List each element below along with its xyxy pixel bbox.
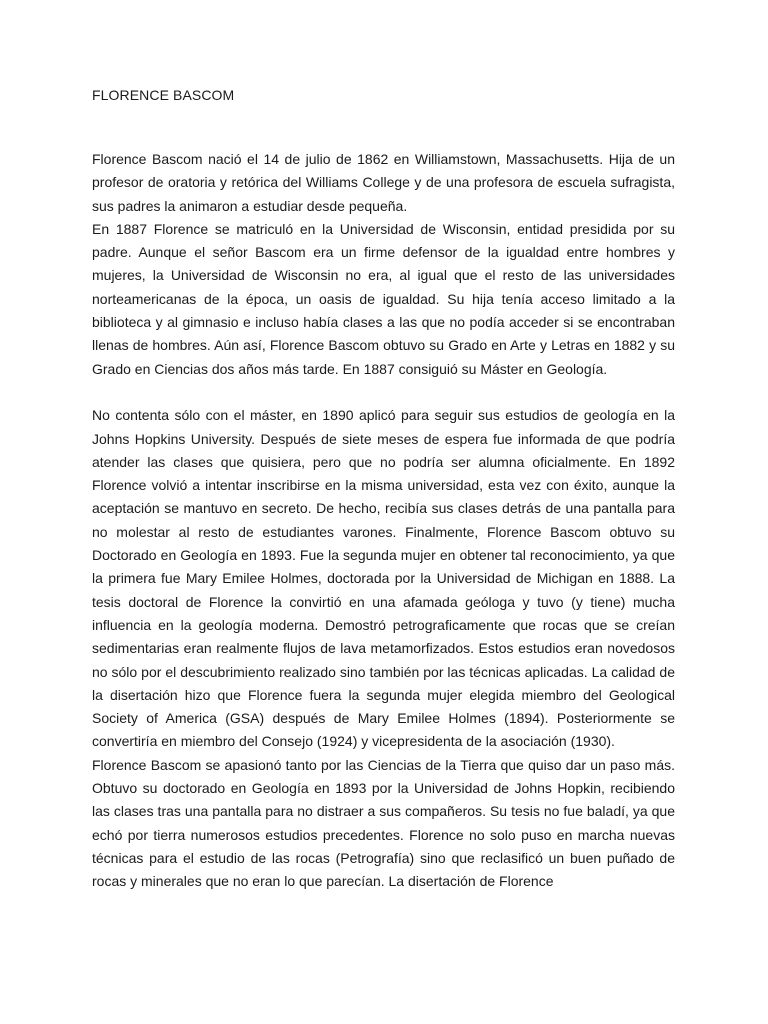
paragraph-wisconsin: En 1887 Florence se matriculó en la Universidad de Wisconsin, entidad presidida por su padre. Aunque el señor Bascom era un firme defensor de la igualdad entre hombres y mujeres, la Universidad de Wisconsin no era, al igual que el resto de las universidades norteamericanas de la época, un oasis de igualdad. Su hija tenía acceso limitado a la biblioteca y al gimnasio e incluso había clases a las que no podía acceder si se encontraban llenas de hombres. Aún así, Florence Bascom obtuvo su Grado en Arte y Letras en 1882 y su Grado en Ciencias dos años más tarde. En 1887 consiguió su Máster en Geología. <box>92 220 675 377</box>
paragraph-birth: Florence Bascom nació el 14 de julio de 1862 en Williamstown, Massachusetts. Hija de un profesor de oratoria y retórica del Williams College y de una profesora de escuela sufragista, sus padres la animaron a estudiar desde pequeña. <box>92 151 675 214</box>
document-page <box>92 86 675 894</box>
paragraph-spacer <box>92 381 675 404</box>
document-title: FLORENCE BASCOM <box>92 87 235 103</box>
paragraph-earth-sciences: Florence Bascom se apasionó tanto por las Ciencias de la Tierra que quiso dar un paso más. Obtuvo su doctorado en Geología en 1893 por la Universidad de Johns Hopkin, recibiendo las clases tras una pantalla para no distraer a sus compañeros. Su tesis no fue baladí, ya que echó por tierra numerosos estudios precedentes. Florence no solo puso en marcha nuevas técnicas para el estudio de las rocas (Petrografía) sino que reclasificó un buen puñado de rocas y minerales que no eran lo que parecían. La disertación de Florence <box>92 756 675 890</box>
paragraph-johns-hopkins: No contenta sólo con el máster, en 1890 aplicó para seguir sus estudios de geología en la Johns Hopkins University. Después de siete meses de espera fue informada de que podría atender las clases que quisiera, pero que no podría ser alumna oficialmente. En 1892 Florence volvió a intentar inscribirse en la misma universidad, esta vez con éxito, aunque la aceptación se mantuvo en secreto. De hecho, recibía sus clases detrás de una pantalla para no molestar al resto de estudiantes varones. Finalmente, Florence Bascom obtuvo su Doctorado en Geología en 1893. Fue la segunda mujer en obtener tal reconocimiento, ya que la primera fue Mary Emilee Holmes, doctorada por la Universidad de Michigan en 1888. La tesis doctoral de Florence la convirtió en una afamada geóloga y tuvo (y tiene) mucha influencia en la geología moderna. Demostró petrograficamente que rocas que se creían sedimentarias eran realmente flujos de lava metamorfizados. Estos estudios eran novedosos no sólo por el descubrimiento realizado sino también por las técnicas aplicadas. La calidad de la disertación hizo que Florence fuera la segunda mujer elegida miembro del Geological Society of America (GSA) después de Mary Emilee Holmes (1894). Posteriormente se convertiría en miembro del Consejo (1924) y vicepresidenta de la asociación (1930). <box>92 407 675 750</box>
